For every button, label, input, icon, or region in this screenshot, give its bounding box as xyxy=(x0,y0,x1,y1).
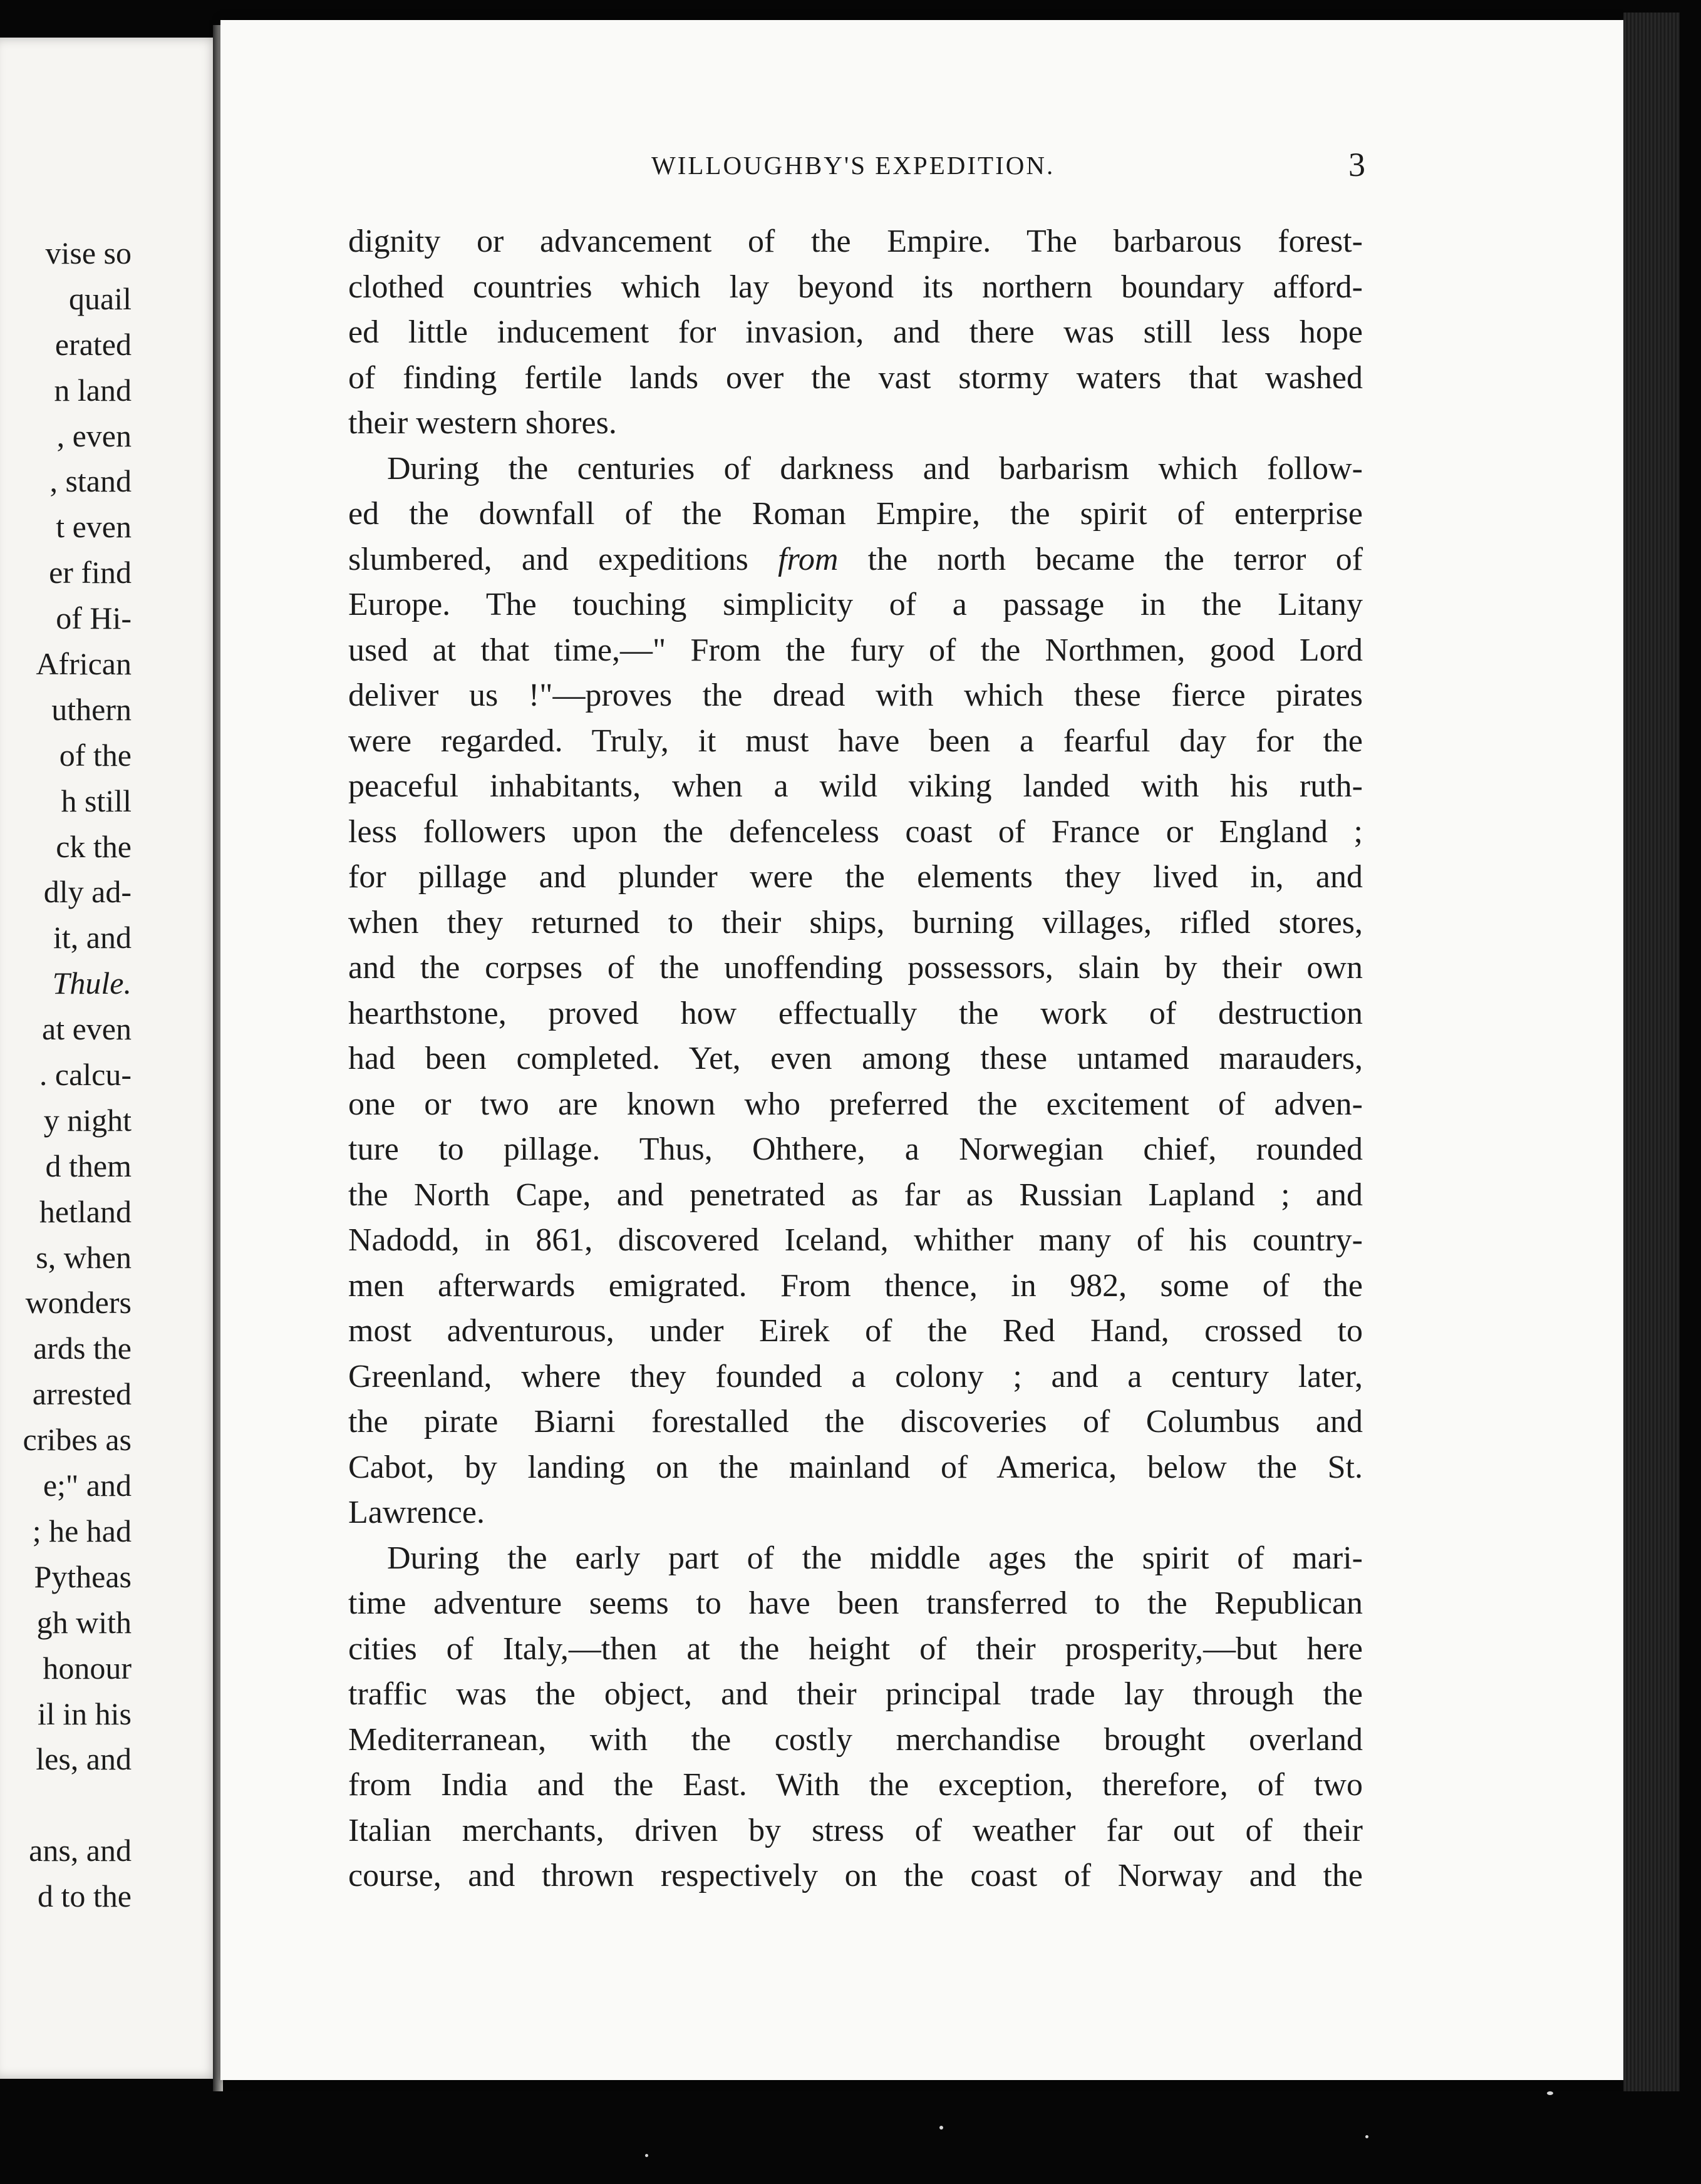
left-line: les, and xyxy=(36,1741,132,1777)
left-line: cribes as xyxy=(23,1422,132,1458)
left-page-text xyxy=(0,230,132,1919)
text-line: clothed countries which lay beyond its northern boundary afford- xyxy=(348,269,1363,305)
left-line: e;" and xyxy=(43,1468,132,1503)
left-line: ck the xyxy=(56,828,132,864)
left-line: arrested xyxy=(32,1376,132,1412)
text-line: had been completed. Yet, even among these untamed marauders, xyxy=(348,1041,1363,1076)
text-line: deliver us !"—proves the dread with which these fierce pirates xyxy=(348,677,1363,713)
left-line: Pytheas xyxy=(34,1558,132,1594)
left-line: t even xyxy=(56,509,132,545)
text-line: from India and the East. With the exception, therefore, of two xyxy=(348,1767,1363,1803)
text-line: Italian merchants, driven by stress of weather far out of their xyxy=(348,1812,1363,1848)
scan-speck xyxy=(645,2154,648,2157)
left-line: it, and xyxy=(53,920,132,956)
text-line: for pillage and plunder were the elements they lived in, and xyxy=(348,859,1363,895)
left-line: d them xyxy=(45,1148,132,1183)
text-line: most adventurous, under Eirek of the Red Hand, crossed to xyxy=(348,1313,1363,1349)
text-line: Europe. The touching simplicity of a passage in the Litany xyxy=(348,587,1363,622)
text-line: hearthstone, proved how effectually the work of destruction xyxy=(348,995,1363,1031)
text-line: the pirate Biarni forestalled the discoveries of Columbus and xyxy=(348,1404,1363,1440)
text-line: course, and thrown respectively on the coast of Norway and the xyxy=(348,1858,1363,1893)
scan-speck xyxy=(1547,2091,1553,2095)
left-line: dly ad- xyxy=(43,874,132,910)
text-line: less followers upon the defenceless coast of France or England ; xyxy=(348,813,1363,850)
page-number: 3 xyxy=(1348,146,1365,183)
text-segment: slumbered, and expeditions xyxy=(348,541,748,577)
left-line: , even xyxy=(56,418,132,453)
text-line-with-italic xyxy=(348,537,1363,583)
left-line: il in his xyxy=(37,1696,132,1731)
text-line: the North Cape, and penetrated as far as Russian Lapland ; and xyxy=(348,1177,1363,1213)
scan-speck xyxy=(1365,2135,1368,2138)
text-line: when they returned to their ships, burning villages, rifled stores, xyxy=(348,904,1363,940)
text-line: ed little inducement for invasion, and there was still less hope xyxy=(348,314,1363,350)
text-line: Cabot, by landing on the mainland of America, below the St. xyxy=(348,1449,1363,1485)
text-line: During the early part of the middle ages the spirit of mari- xyxy=(387,1540,1363,1576)
left-line: Thule. xyxy=(52,966,132,1001)
left-line-gap xyxy=(0,1782,132,1828)
left-line: erated xyxy=(54,326,132,362)
page-stack-edge xyxy=(1623,13,1680,2091)
left-line: wonders xyxy=(25,1285,132,1321)
text-line: were regarded. Truly, it must have been a fearful day for the xyxy=(348,723,1363,759)
left-line: er find xyxy=(49,555,132,590)
left-line: vise so xyxy=(45,235,132,270)
text-line: During the centuries of darkness and barbarism which follow- xyxy=(387,450,1363,487)
left-line: ; he had xyxy=(32,1513,132,1548)
left-line: ans, and xyxy=(29,1833,132,1868)
left-line: of Hi- xyxy=(56,600,132,636)
text-line: dignity or advancement of the Empire. The barbarous forest- xyxy=(348,224,1363,259)
running-head xyxy=(344,145,1365,189)
text-line: of finding fertile lands over the vast stormy waters that washed xyxy=(348,359,1363,396)
left-line: ards the xyxy=(33,1331,132,1366)
text-line: used at that time,—" From the fury of the Northmen, good Lord xyxy=(348,632,1363,668)
text-line: ture to pillage. Thus, Ohthere, a Norwegian chief, rounded xyxy=(348,1131,1363,1167)
left-line: d to the xyxy=(38,1878,132,1914)
left-facing-page xyxy=(0,38,219,2079)
left-line: n land xyxy=(54,372,132,408)
text-line: men afterwards emigrated. From thence, in 982, some of the xyxy=(348,1267,1363,1304)
text-line: Lawrence. xyxy=(348,1495,485,1530)
running-title: WILLOUGHBY'S EXPEDITION. xyxy=(651,151,1055,180)
text-line: ed the downfall of the Roman Empire, the spirit of enterprise xyxy=(348,496,1363,532)
left-line: . calcu- xyxy=(39,1057,132,1093)
left-line: , stand xyxy=(49,463,132,499)
text-line: their western shores. xyxy=(348,405,617,441)
left-line: s, when xyxy=(36,1239,132,1275)
text-segment: the north became the terror of xyxy=(867,541,1363,577)
left-line: hetland xyxy=(39,1193,132,1229)
text-line: peaceful inhabitants, when a wild viking landed with his ruth- xyxy=(348,768,1363,804)
left-line: y night xyxy=(43,1102,132,1138)
scan-speck xyxy=(939,2126,943,2130)
text-line: Nadodd, in 861, discovered Iceland, whither many of his country- xyxy=(348,1222,1363,1258)
text-line: Greenland, where they founded a colony ; and a century later, xyxy=(348,1358,1363,1394)
left-line: quail xyxy=(69,281,132,316)
left-line: African xyxy=(36,646,132,682)
left-line: of the xyxy=(59,737,132,773)
left-line: h still xyxy=(61,783,132,818)
left-line: gh with xyxy=(36,1604,132,1640)
text-line: cities of Italy,—then at the height of their prosperity,—but here xyxy=(348,1630,1363,1667)
left-line: at even xyxy=(42,1011,132,1047)
left-line: honour xyxy=(43,1650,132,1686)
italic-word: from xyxy=(778,541,839,577)
text-line: time adventure seems to have been transferred to the Republican xyxy=(348,1585,1363,1621)
text-line: traffic was the object, and their principal trade lay through the xyxy=(348,1676,1363,1712)
left-line: uthern xyxy=(51,691,132,727)
text-line: and the corpses of the unoffending possessors, slain by their own xyxy=(348,950,1363,986)
body-text xyxy=(348,219,1363,1899)
text-line: one or two are known who preferred the excitement of adven- xyxy=(348,1086,1363,1122)
text-line: Mediterranean, with the costly merchandise brought overland xyxy=(348,1721,1363,1758)
